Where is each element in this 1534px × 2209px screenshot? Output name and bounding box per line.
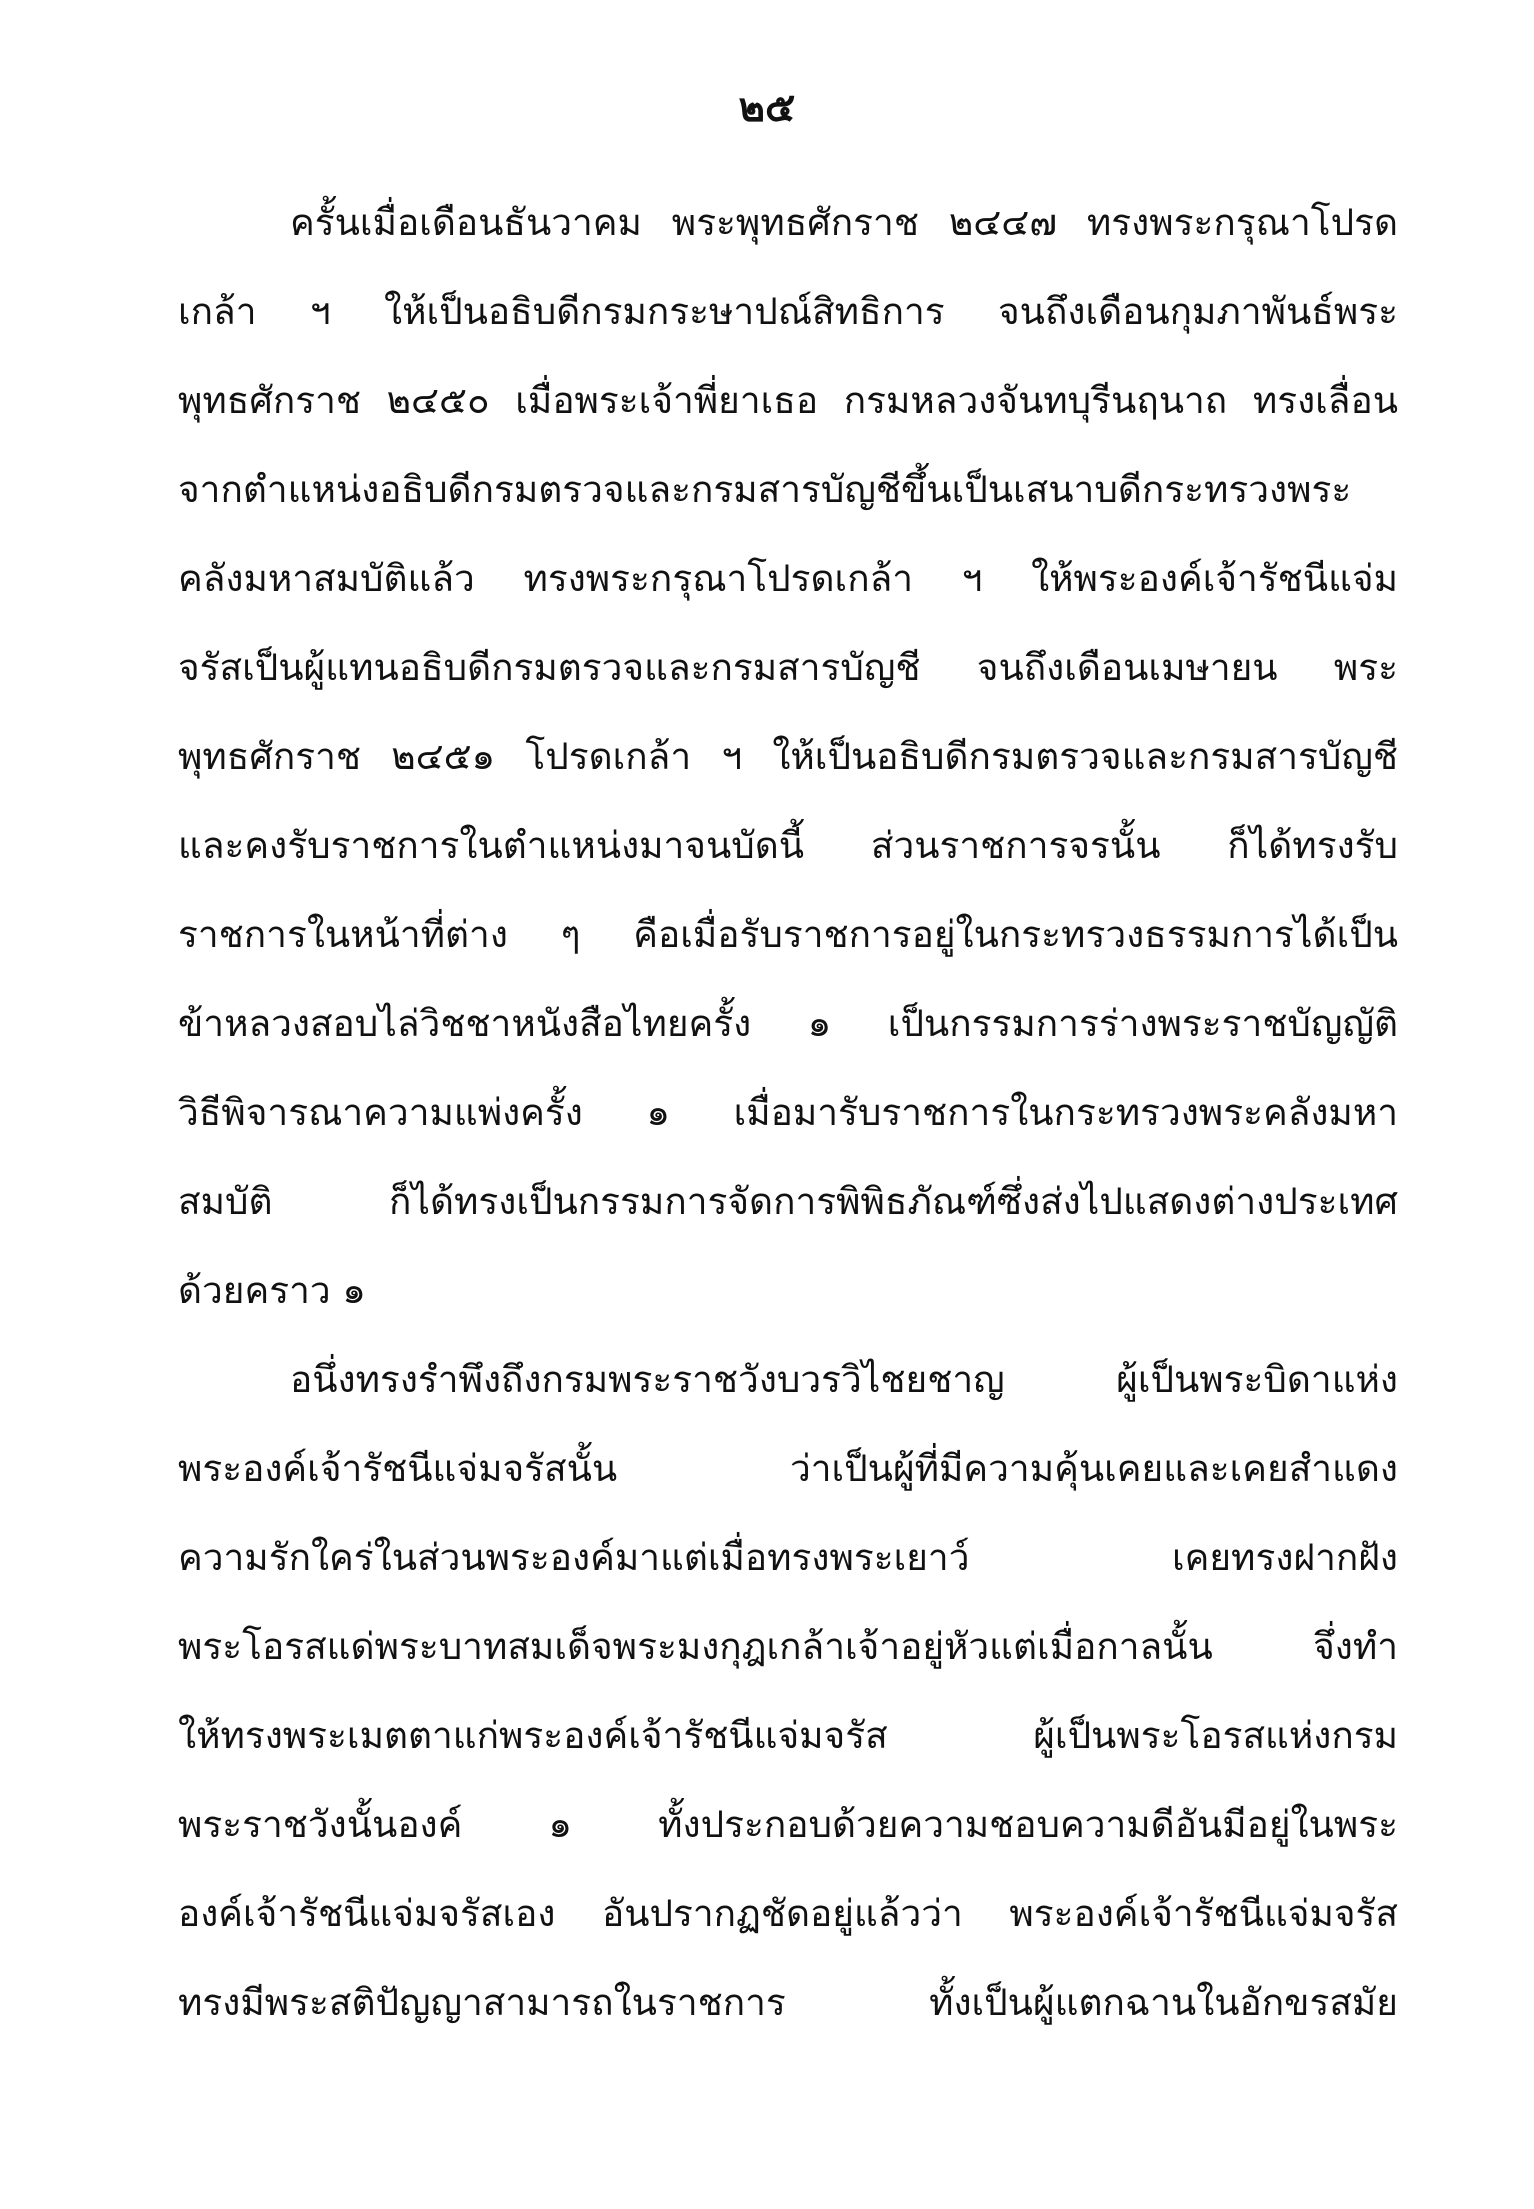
body-text bbox=[178, 178, 1398, 2047]
text-line: พุทธศักราช ๒๔๕๑ โปรดเกล้า ฯ ให้เป็นอธิบดีกรมตรวจและกรมสารบัญชี bbox=[178, 735, 1398, 778]
text-line: ด้วยคราว ๑ bbox=[178, 1269, 366, 1312]
text-line: ให้ทรงพระเมตตาแก่พระองค์เจ้ารัชนีแจ่มจรัส ผู้เป็นพระโอรสแห่งกรม bbox=[178, 1714, 1398, 1757]
text-line: ราชการในหน้าที่ต่าง ๆ คือเมื่อรับราชการอยู่ในกระทรวงธรรมการได้เป็น bbox=[178, 913, 1398, 956]
text-line: คลังมหาสมบัติแล้ว ทรงพระกรุณาโปรดเกล้า ฯ ให้พระองค์เจ้ารัชนีแจ่ม bbox=[178, 557, 1398, 600]
text-line: ข้าหลวงสอบไล่วิชชาหนังสือไทยครั้ง ๑ เป็นกรรมการร่างพระราชบัญญัติ bbox=[178, 1002, 1398, 1045]
text-line: เกล้า ฯ ให้เป็นอธิบดีกรมกระษาปณ์สิทธิการ จนถึงเดือนกุมภาพันธ์พระ bbox=[178, 290, 1398, 333]
text-line: ครั้นเมื่อเดือนธันวาคม พระพุทธศักราช ๒๔๔๗ ทรงพระกรุณาโปรด bbox=[290, 201, 1398, 244]
text-line: องค์เจ้ารัชนีแจ่มจรัสเอง อันปรากฏชัดอยู่แล้วว่า พระองค์เจ้ารัชนีแจ่มจรัส bbox=[178, 1892, 1398, 1935]
text-line: อนึ่งทรงรำพึงถึงกรมพระราชวังบวรวิไชยชาญ ผู้เป็นพระบิดาแห่ง bbox=[290, 1358, 1398, 1401]
text-line: พุทธศักราช ๒๔๕๐ เมื่อพระเจ้าพี่ยาเธอ กรมหลวงจันทบุรีนฤนาถ ทรงเลื่อน bbox=[178, 379, 1398, 422]
text-line: พระองค์เจ้ารัชนีแจ่มจรัสนั้น ว่าเป็นผู้ที่มีความคุ้นเคยและเคยสำแดง bbox=[178, 1447, 1398, 1490]
page-number: ๒๕ bbox=[738, 84, 796, 131]
text-line: พระโอรสแด่พระบาทสมเด็จพระมงกุฎเกล้าเจ้าอยู่หัวแต่เมื่อกาลนั้น จึ่งทำ bbox=[178, 1625, 1398, 1668]
text-line: พระราชวังนั้นองค์ ๑ ทั้งประกอบด้วยความชอบความดีอันมีอยู่ในพระ bbox=[178, 1803, 1398, 1846]
text-line: สมบัติ ก็ได้ทรงเป็นกรรมการจัดการพิพิธภัณฑ์ซึ่งส่งไปแสดงต่างประเทศ bbox=[178, 1180, 1398, 1223]
text-line: จรัสเป็นผู้แทนอธิบดีกรมตรวจและกรมสารบัญชี จนถึงเดือนเมษายน พระ bbox=[178, 646, 1398, 689]
text-line: ความรักใคร่ในส่วนพระองค์มาแต่เมื่อทรงพระเยาว์ เคยทรงฝากฝัง bbox=[178, 1536, 1398, 1579]
text-line: ทรงมีพระสติปัญญาสามารถในราชการ ทั้งเป็นผู้แตกฉานในอักขรสมัย bbox=[178, 1981, 1398, 2024]
text-line: และคงรับราชการในตำแหน่งมาจนบัดนี้ ส่วนราชการจรนั้น ก็ได้ทรงรับ bbox=[178, 824, 1398, 867]
text-line: จากตำแหน่งอธิบดีกรมตรวจและกรมสารบัญชีขึ้นเป็นเสนาบดีกระทรวงพระ bbox=[178, 468, 1352, 511]
text-line: วิธีพิจารณาความแพ่งครั้ง ๑ เมื่อมารับราชการในกระทรวงพระคลังมหา bbox=[178, 1091, 1398, 1134]
